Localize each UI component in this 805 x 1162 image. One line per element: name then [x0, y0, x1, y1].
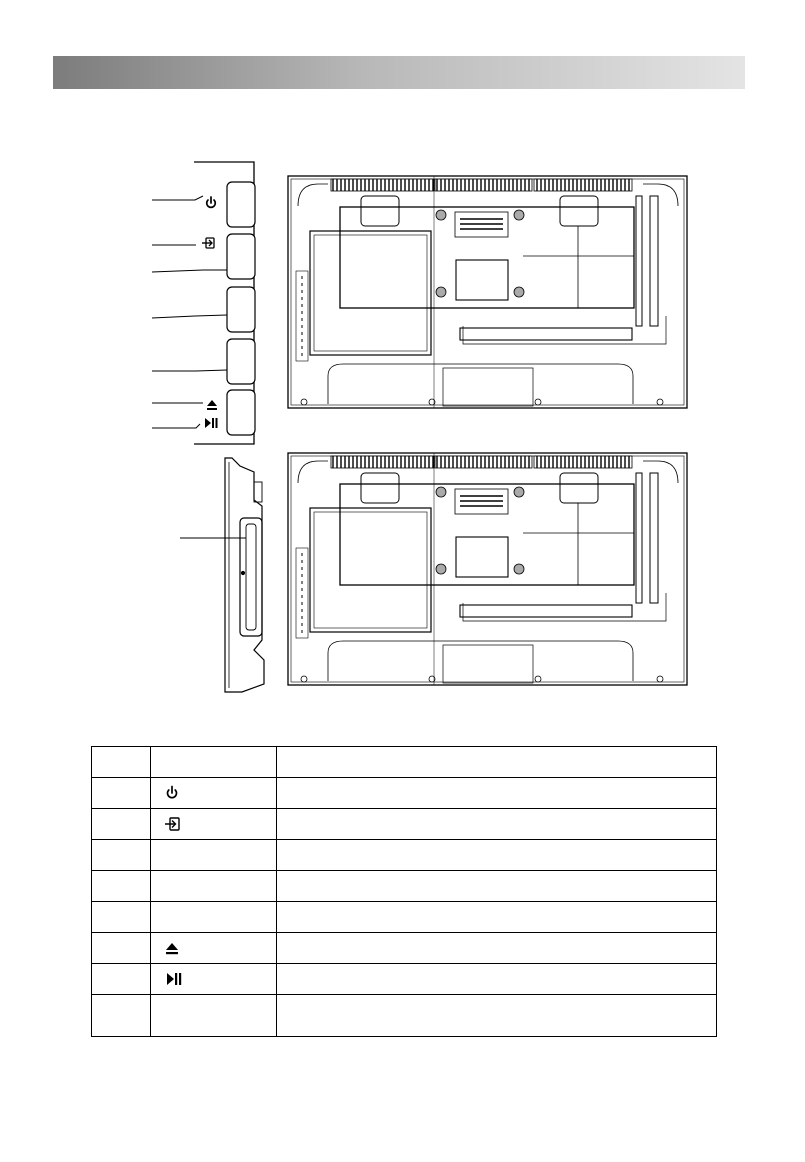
row-label [151, 902, 277, 933]
table-row [92, 995, 717, 1037]
row-label [151, 840, 277, 871]
table-row [92, 840, 717, 871]
table-header-row [92, 747, 717, 778]
eject-icon [207, 400, 217, 410]
row-icon-cell [151, 809, 277, 840]
row-number [92, 933, 151, 964]
row-description [277, 871, 717, 902]
eject-icon [163, 939, 181, 957]
row-number [92, 902, 151, 933]
play-pause-icon [163, 970, 183, 988]
row-number [92, 840, 151, 871]
channel-button[interactable] [227, 339, 255, 384]
header-description [277, 747, 717, 778]
row-label [151, 995, 277, 1037]
row-description [277, 809, 717, 840]
row-number [92, 964, 151, 995]
eject-play-button[interactable] [227, 390, 255, 435]
row-number [92, 778, 151, 809]
button-key-table [91, 746, 717, 1037]
header-button [151, 747, 277, 778]
table-row [92, 964, 717, 995]
side-button-panel [152, 162, 255, 538]
tv-side-profile [225, 458, 264, 692]
row-description [277, 964, 717, 995]
table-row [92, 809, 717, 840]
row-number [92, 809, 151, 840]
table-row [92, 933, 717, 964]
row-description [277, 902, 717, 933]
row-description [277, 778, 717, 809]
row-icon-cell [151, 964, 277, 995]
tv-rear-view-bottom [288, 453, 687, 685]
row-icon-cell [151, 778, 277, 809]
table-row [92, 778, 717, 809]
row-number [92, 995, 151, 1037]
power-icon [207, 197, 216, 207]
table-row [92, 871, 717, 902]
play-pause-icon [205, 418, 218, 428]
header-number [92, 747, 151, 778]
tv-rear-view-top [288, 176, 687, 408]
row-description [277, 840, 717, 871]
row-icon-cell [151, 933, 277, 964]
row-description [277, 995, 717, 1037]
row-number [92, 871, 151, 902]
power-button[interactable] [227, 182, 255, 227]
volume-button[interactable] [227, 287, 255, 332]
input-button[interactable] [227, 234, 255, 279]
row-description [277, 933, 717, 964]
input-source-icon [163, 815, 183, 833]
power-icon [163, 784, 181, 802]
input-source-icon [202, 238, 214, 248]
table-row [92, 902, 717, 933]
row-label [151, 871, 277, 902]
